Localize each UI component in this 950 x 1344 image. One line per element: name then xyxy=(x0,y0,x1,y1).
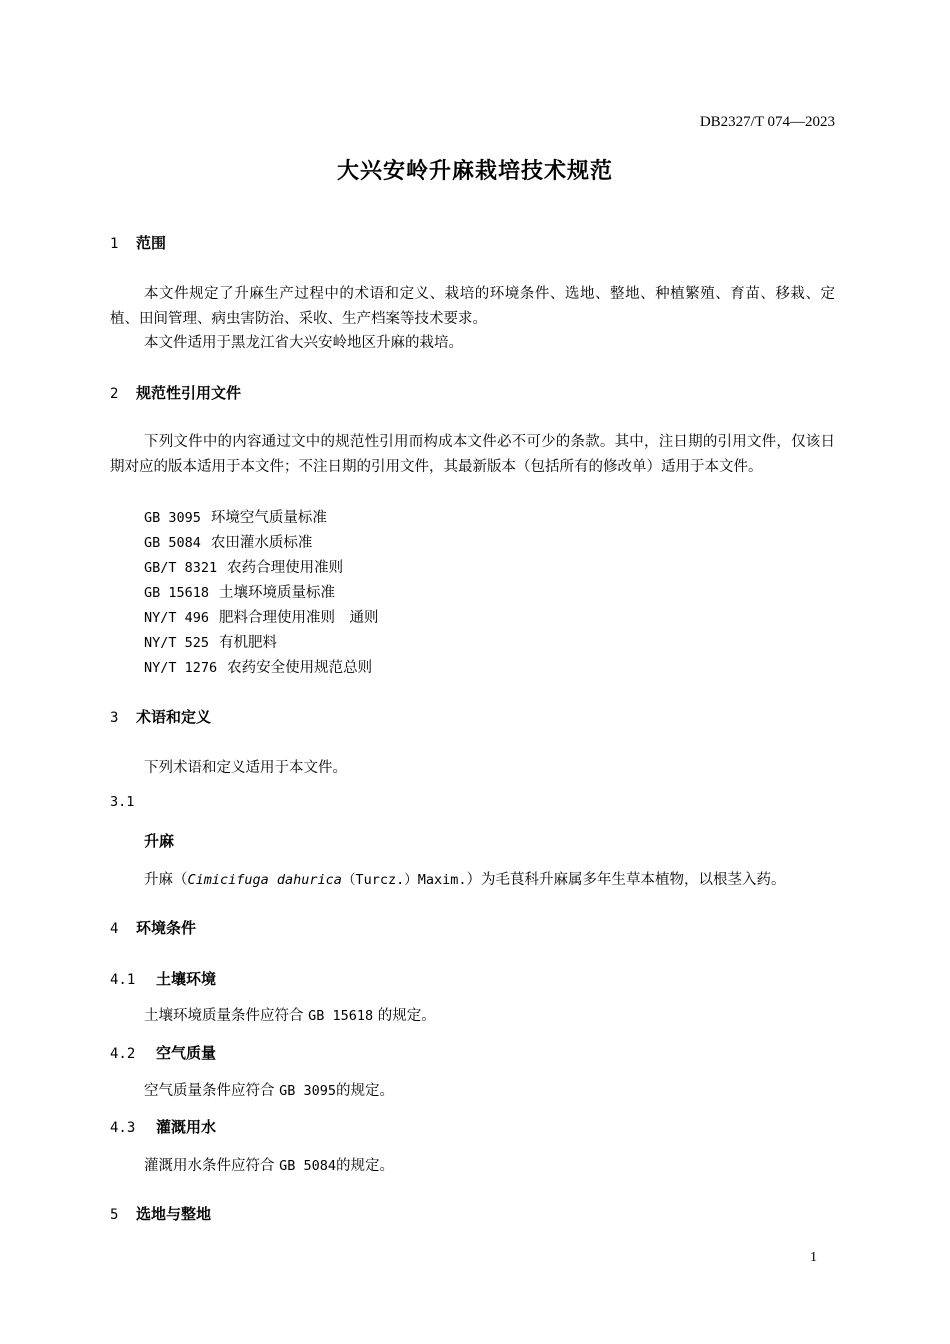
latin-author: （Turcz.）Maxim. xyxy=(341,872,467,888)
reference-title: 土壤环境质量标准 xyxy=(219,585,336,601)
section-5-heading xyxy=(110,1203,211,1224)
reference-code: NY/T 496 xyxy=(144,610,210,626)
term-number: 3.1 xyxy=(110,794,135,810)
section-number: 2 xyxy=(110,386,119,402)
section-3-heading xyxy=(110,706,211,727)
reference-item xyxy=(144,631,277,652)
reference-item xyxy=(144,581,335,602)
definition-suffix: ）为毛茛科升麻属多年生草本植物，以根茎入药。 xyxy=(466,872,786,888)
reference-code: GB 15618 xyxy=(144,585,210,601)
reference-code: GB/T 8321 xyxy=(144,560,218,576)
standard-code: GB 3095 xyxy=(279,1083,337,1099)
subsection-4-3-heading xyxy=(110,1116,216,1137)
reference-code: GB 5084 xyxy=(144,535,201,551)
subsection-4-1-text xyxy=(144,1004,436,1025)
definition-prefix: 升麻（ xyxy=(144,872,188,888)
document-code: DB2327/T 074—2023 xyxy=(699,114,835,130)
standard-code: GB 15618 xyxy=(308,1008,374,1024)
text: 灌溉用水条件应符合 xyxy=(144,1158,275,1174)
section-title: 规范性引用文件 xyxy=(136,384,242,402)
reference-item xyxy=(144,606,379,627)
section-2-heading xyxy=(110,382,241,403)
subsection-4-3-text xyxy=(144,1154,394,1175)
text: 空气质量条件应符合 xyxy=(144,1083,275,1099)
reference-title: 农药安全使用规范总则 xyxy=(227,660,373,676)
section-title: 范围 xyxy=(136,234,167,252)
reference-code: NY/T 1276 xyxy=(144,660,218,676)
reference-title: 有机肥料 xyxy=(219,635,278,651)
subsection-title: 灌溉用水 xyxy=(156,1118,217,1136)
text: 的规定。 xyxy=(336,1083,395,1099)
section-1-heading xyxy=(110,232,166,253)
text: 的规定。 xyxy=(336,1158,395,1174)
document-title: 大兴安岭升麻栽培技术规范 xyxy=(336,159,613,184)
latin-name: Cimicifuga dahurica xyxy=(187,872,342,888)
reference-item xyxy=(144,656,372,677)
reference-item xyxy=(144,531,312,552)
reference-title: 农田灌水质标准 xyxy=(210,535,313,551)
section-4-heading xyxy=(110,917,196,938)
subsection-4-1-heading xyxy=(110,968,216,989)
reference-item xyxy=(144,506,327,527)
subsection-number: 4.1 xyxy=(110,972,136,988)
reference-code: GB 3095 xyxy=(144,510,201,526)
section-1-paragraph-2: 本文件适用于黑龙江省大兴安岭地区升麻的栽培。 xyxy=(144,335,463,351)
subsection-4-2-text xyxy=(144,1079,394,1100)
section-number: 4 xyxy=(110,921,119,937)
section-number: 5 xyxy=(110,1207,119,1223)
section-title: 环境条件 xyxy=(136,919,197,937)
section-title: 术语和定义 xyxy=(136,708,212,726)
reference-item xyxy=(144,556,343,577)
page-number: 1 xyxy=(810,1250,817,1265)
text: 的规定。 xyxy=(377,1008,436,1024)
section-title: 选地与整地 xyxy=(136,1205,212,1223)
reference-code: NY/T 525 xyxy=(144,635,210,651)
standard-code: GB 5084 xyxy=(279,1158,337,1174)
term-name: 升麻 xyxy=(144,832,175,850)
subsection-number: 4.3 xyxy=(110,1120,136,1136)
term-definition xyxy=(144,868,785,889)
section-1-paragraph-1: 本文件规定了升麻生产过程中的术语和定义、栽培的环境条件、选地、整地、种植繁殖、育苗、移栽、定植、田间管理、病虫害防治、采收、生产档案等技术要求。 xyxy=(110,286,835,327)
subsection-title: 土壤环境 xyxy=(156,970,217,988)
reference-title: 环境空气质量标准 xyxy=(210,510,327,526)
text: 土壤环境质量条件应符合 xyxy=(144,1008,304,1024)
subsection-4-2-heading xyxy=(110,1042,216,1063)
section-number: 3 xyxy=(110,710,119,726)
section-2-paragraph: 下列文件中的内容通过文中的规范性引用而构成本文件必不可少的条款。其中，注日期的引用文件，仅该日期对应的版本适用于本文件；不注日期的引用文件，其最新版本（包括所有的修改单）适用于本文件。 xyxy=(110,434,835,475)
reference-title: 肥料合理使用准则 通则 xyxy=(219,610,379,626)
section-3-paragraph: 下列术语和定义适用于本文件。 xyxy=(144,760,347,776)
subsection-number: 4.2 xyxy=(110,1046,136,1062)
reference-title: 农药合理使用准则 xyxy=(227,560,344,576)
section-number: 1 xyxy=(110,236,119,252)
subsection-title: 空气质量 xyxy=(156,1044,217,1062)
